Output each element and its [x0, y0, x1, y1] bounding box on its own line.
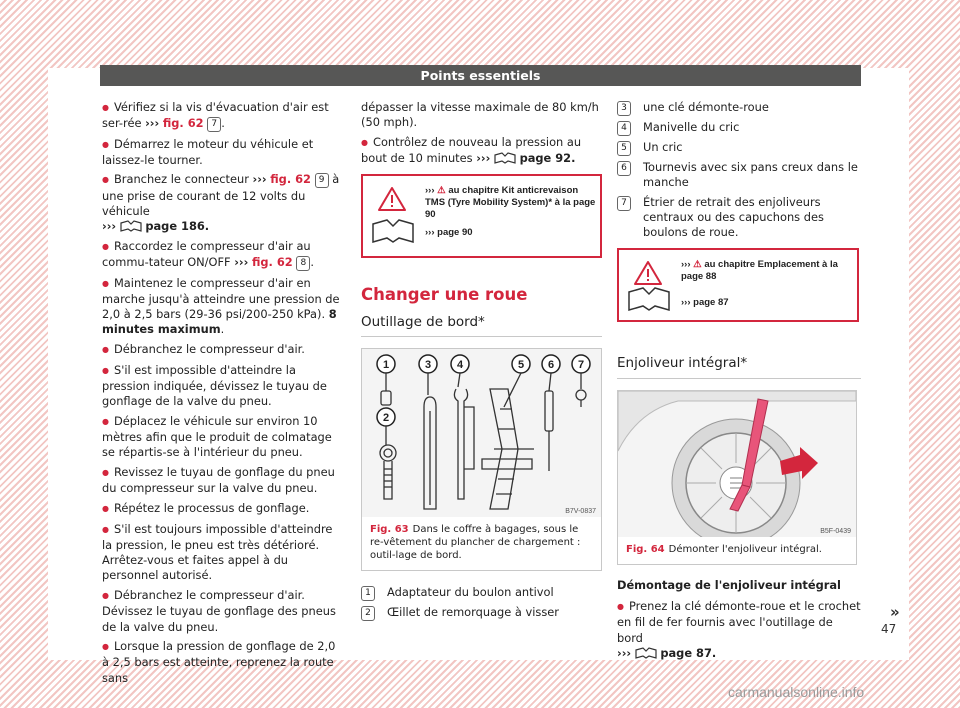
subsection-title: Enjoliveur intégral* [617, 356, 861, 378]
callout-number: 9 [315, 173, 329, 188]
callout-6: 6 [547, 359, 555, 372]
list-item: 6 Tournevis avec six pans creux dans le manche [617, 160, 861, 191]
list-item: 1 Adaptateur du boulon antivol [361, 585, 602, 601]
warning-inline-icon: ⚠ [693, 259, 702, 271]
list-item: ● Maintenez le compresseur d'air en marche jusqu'à atteindre une pression de 2,0 à 2,5 bars (29-36 psi/200-250 kPa). 8 minutes maximum. [102, 276, 342, 338]
page-link[interactable]: ››› page 87 [681, 297, 729, 309]
list-item: ● Déplacez le véhicule sur environ 10 mètres afin que le produit de colmatage se répartis-se à l'intérieur du pneu. [102, 414, 342, 461]
callout-3: 3 [424, 359, 432, 372]
watermark: carmanualsonline.info [728, 684, 865, 700]
list-item: ● Vérifiez si la vis d'évacuation d'air est ser-rée ››› fig. 62 7 . [102, 100, 342, 132]
hubcap-illustration [618, 391, 856, 537]
figure-code: B7V-0837 [565, 508, 596, 516]
page-header: Points essentiels [100, 65, 861, 86]
page-link[interactable]: ››› page 90 [425, 227, 473, 239]
warning-box: ››› ⚠ au chapitre Kit anticrevaison TMS (Tyre Mobility System)* à la page 90 ››› page 90 [361, 174, 602, 258]
warning-triangle-icon [377, 186, 407, 212]
subsection-title: Outillage de bord* [361, 315, 602, 337]
callout-4: 4 [456, 359, 464, 372]
list-item: ● Répétez le processus de gonflage. [102, 501, 342, 517]
paragraph: dépasser la vitesse maximale de 80 km/h (50 mph). [361, 100, 599, 130]
page-number: 47 [881, 622, 897, 636]
list-item: 2 Œillet de remorquage à visser [361, 605, 602, 621]
figure-64 [617, 390, 857, 565]
warning-triangle-icon [633, 260, 663, 286]
list-item: ● Raccordez le compresseur d'air au commu-tateur ON/OFF ››› fig. 62 8 . [102, 239, 342, 271]
list-item: ● S'il est toujours impossible d'atteindre la pression, le pneu est très détérioré. Arrêtez-vous et faites appel à du personnel autorisé. [102, 522, 342, 584]
book-icon [494, 152, 516, 164]
callout-1: 1 [382, 359, 390, 372]
list-item: ● Revissez le tuyau de gonflage du pneu du compresseur sur la valve du pneu. [102, 465, 342, 497]
warning-inline-icon: ⚠ [437, 185, 446, 197]
list-item: ● Démarrez le moteur du véhicule et laissez-le tourner. [102, 137, 342, 169]
tools-illustration [362, 349, 601, 517]
figure-63 [361, 348, 602, 571]
list-item: 5 Un cric [617, 140, 861, 156]
book-icon [635, 647, 657, 659]
callout-7: 7 [577, 359, 585, 372]
list-item: 7 Étrier de retrait des enjoliveurs centraux ou des capuchons des boulons de roue. [617, 195, 861, 241]
continue-arrow: » [890, 603, 900, 621]
page-link[interactable]: page 87. [660, 645, 717, 660]
list-item: ● Débranchez le compresseur d'air. [102, 342, 342, 358]
figure-caption: Fig. 63 Dans le coffre à bagages, sous le re-vêtement du plancher de chargement : outil-lage de bord. [370, 524, 581, 562]
list-item: ● Contrôlez de nouveau la pression au bout de 10 minutes ››› page 92. [361, 135, 602, 167]
list-item: ● Prenez la clé démonte-roue et le crochet en fil de fer fournis avec l'outillage de bord ››› page 87. [617, 599, 861, 661]
book-icon [371, 218, 415, 244]
page-link[interactable]: page 92. [519, 151, 576, 166]
list-item: ● Débranchez le compresseur d'air. Dévissez le tuyau de gonflage des pneus de la valve du pneu. [102, 588, 342, 635]
list-item: ● S'il est impossible d'atteindre la pression indiquée, dévissez le tuyau de gonflage de la valve du pneu. [102, 363, 342, 410]
section-title: Changer une roue [361, 285, 528, 305]
figure-code: B5F-0439 [820, 527, 851, 535]
page-link[interactable]: page 186. [145, 219, 210, 234]
heading: Démontage de l'enjoliveur intégral [617, 577, 841, 592]
list-item: ● Lorsque la pression de gonflage de 2,0 à 2,5 bars est atteinte, reprenez la route sans [102, 639, 342, 686]
book-icon [120, 220, 142, 232]
list-item: ● Branchez le connecteur ››› fig. 62 9 à une prise de courant de 12 volts du véhicule ››› page 186. [102, 172, 342, 234]
book-icon [627, 286, 671, 312]
callout-2: 2 [382, 412, 390, 425]
column-1 [102, 100, 342, 690]
figure-link[interactable]: fig. 62 [162, 116, 204, 131]
warning-box: ››› ⚠ au chapitre Emplacement à la page 88 ››› page 87 [617, 248, 859, 322]
figure-link[interactable]: fig. 62 [251, 255, 293, 270]
column-2 [361, 100, 602, 625]
callout-5: 5 [517, 359, 525, 372]
figure-link[interactable]: fig. 62 [270, 172, 311, 187]
callout-number: 7 [207, 117, 221, 132]
list-item: 3 une clé démonte-roue [617, 100, 861, 116]
column-3 [617, 100, 861, 666]
figure-caption: Fig. 64 Démonter l'enjoliveur intégral. [626, 543, 822, 555]
list-item: 4 Manivelle du cric [617, 120, 861, 136]
callout-number: 8 [296, 256, 310, 271]
